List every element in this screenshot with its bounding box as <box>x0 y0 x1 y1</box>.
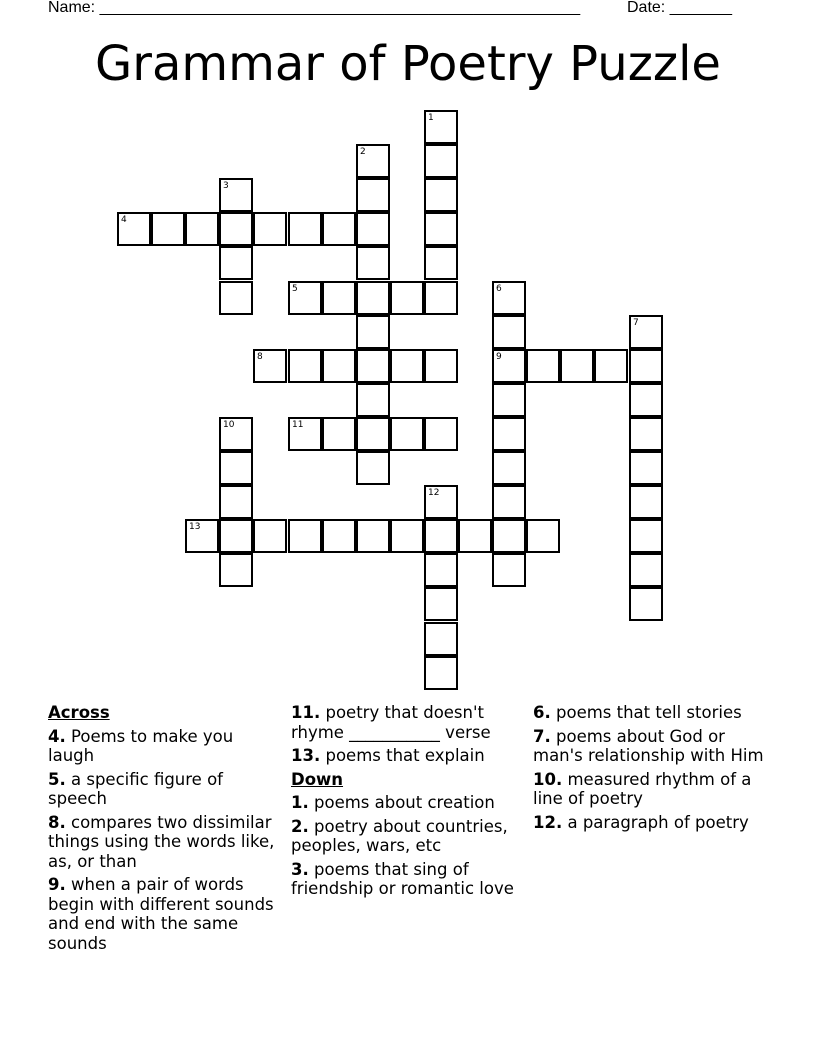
clue-item-text: a paragraph of poetry <box>562 812 749 832</box>
clue-number: 2 <box>360 147 366 157</box>
clue-number: 9 <box>496 352 502 362</box>
grid-cell[interactable] <box>629 553 663 587</box>
clue-column-1 <box>48 703 284 957</box>
grid-cell[interactable] <box>594 349 628 383</box>
grid-cell[interactable] <box>219 553 253 587</box>
grid-cell[interactable] <box>629 315 663 349</box>
grid-cell[interactable] <box>356 451 390 485</box>
clue-item-text: poems that tell stories <box>550 703 742 722</box>
clue-item-number: 9. <box>48 875 66 894</box>
clue-item-number: 1. <box>291 793 309 812</box>
clue-item-number: 3. <box>291 859 309 879</box>
grid-cell[interactable] <box>219 178 253 212</box>
grid-cell[interactable] <box>356 281 390 315</box>
clue-item <box>533 727 769 766</box>
grid-cell[interactable] <box>424 246 458 280</box>
grid-cell[interactable] <box>356 178 390 212</box>
clue-item-text: poetry about countries, peoples, wars, etc <box>291 816 508 855</box>
date-blank: _______ <box>669 0 732 16</box>
grid-cell[interactable] <box>356 315 390 349</box>
clue-item <box>533 703 769 723</box>
grid-cell[interactable] <box>424 622 458 656</box>
page-title: Grammar of Poetry Puzzle <box>95 36 721 92</box>
clue-item-number: 5. <box>48 769 66 789</box>
grid-cell[interactable] <box>629 519 663 553</box>
clue-item-text: poetry that doesn't rhyme ___________ verse <box>291 703 491 742</box>
grid-cell[interactable] <box>288 349 322 383</box>
grid-cell[interactable] <box>322 281 356 315</box>
date-label: Date: <box>627 0 670 16</box>
grid-cell[interactable] <box>219 417 253 451</box>
grid-cell[interactable] <box>356 144 390 178</box>
grid-cell[interactable] <box>219 485 253 519</box>
grid-cell[interactable] <box>629 349 663 383</box>
grid-cell[interactable] <box>322 349 356 383</box>
grid-cell[interactable] <box>288 519 322 553</box>
grid-cell[interactable] <box>356 246 390 280</box>
clue-number: 4 <box>121 215 127 225</box>
grid-cell[interactable] <box>492 485 526 519</box>
grid-cell[interactable] <box>492 519 526 553</box>
grid-cell[interactable] <box>424 417 458 451</box>
grid-cell[interactable] <box>492 383 526 417</box>
grid-cell[interactable] <box>424 519 458 553</box>
grid-cell[interactable] <box>458 519 492 553</box>
clue-heading: Down <box>291 769 344 789</box>
grid-cell[interactable] <box>219 212 253 246</box>
clue-number: 1 <box>428 113 434 123</box>
grid-cell[interactable] <box>424 281 458 315</box>
grid-cell[interactable] <box>424 587 458 621</box>
clue-item <box>291 860 527 899</box>
clue-item-text: measured rhythm of a line of poetry <box>533 769 752 808</box>
grid-cell[interactable] <box>288 212 322 246</box>
clue-item-number: 12. <box>533 812 563 832</box>
grid-cell[interactable] <box>219 451 253 485</box>
clue-number: 11 <box>292 420 304 430</box>
grid-cell[interactable] <box>253 212 287 246</box>
clue-item-text: when a pair of words begin with different sounds and end with the same sounds <box>48 875 274 953</box>
grid-cell[interactable] <box>219 246 253 280</box>
grid-cell[interactable] <box>219 519 253 553</box>
grid-cell[interactable] <box>629 383 663 417</box>
grid-cell[interactable] <box>526 349 560 383</box>
grid-cell[interactable] <box>424 485 458 519</box>
grid-cell[interactable] <box>492 315 526 349</box>
clue-number: 10 <box>223 420 235 430</box>
grid-cell[interactable] <box>356 383 390 417</box>
grid-cell[interactable] <box>185 212 219 246</box>
grid-cell[interactable] <box>253 519 287 553</box>
grid-cell[interactable] <box>151 212 185 246</box>
grid-cell[interactable] <box>185 519 219 553</box>
grid-cell[interactable] <box>356 519 390 553</box>
grid-cell[interactable] <box>424 656 458 690</box>
grid-cell[interactable] <box>253 349 287 383</box>
grid-cell[interactable] <box>492 349 526 383</box>
clue-number: 6 <box>496 284 502 294</box>
grid-cell[interactable] <box>492 451 526 485</box>
grid-cell[interactable] <box>390 417 424 451</box>
grid-cell[interactable] <box>629 485 663 519</box>
grid-cell[interactable] <box>560 349 594 383</box>
grid-cell[interactable] <box>356 349 390 383</box>
grid-cell[interactable] <box>288 417 322 451</box>
clue-column-3 <box>533 703 769 836</box>
grid-cell[interactable] <box>390 281 424 315</box>
grid-cell[interactable] <box>492 417 526 451</box>
clue-item <box>533 813 769 833</box>
clue-item <box>291 703 527 742</box>
clue-number: 12 <box>428 488 440 498</box>
clue-column-2 <box>291 703 527 903</box>
grid-cell[interactable] <box>424 178 458 212</box>
clue-item-text: poems that explain <box>320 746 485 765</box>
clue-item-number: 13. <box>291 746 321 765</box>
grid-cell[interactable] <box>629 451 663 485</box>
clue-item-number: 8. <box>48 812 66 832</box>
grid-cell[interactable] <box>288 281 322 315</box>
clue-item-number: 4. <box>48 726 66 746</box>
grid-cell[interactable] <box>390 519 424 553</box>
clue-item-text: a specific figure of speech <box>48 769 223 808</box>
clue-item <box>291 817 527 856</box>
clue-item-text: compares two dissimilar things using the words like, as, or than <box>48 812 275 871</box>
clue-item <box>48 727 284 766</box>
name-field <box>48 0 580 17</box>
grid-cell[interactable] <box>424 212 458 246</box>
clue-item-number: 7. <box>533 726 551 746</box>
grid-cell[interactable] <box>424 349 458 383</box>
clue-item-number: 6. <box>533 703 551 722</box>
clue-number: 8 <box>257 352 263 362</box>
clue-item <box>291 793 527 813</box>
grid-cell[interactable] <box>356 212 390 246</box>
clue-item-number: 10. <box>533 769 563 789</box>
clue-number: 3 <box>223 181 229 191</box>
clue-item-number: 11. <box>291 703 321 722</box>
clue-item <box>291 746 527 766</box>
name-label: Name: <box>48 0 100 16</box>
grid-cell[interactable] <box>117 212 151 246</box>
grid-cell[interactable] <box>322 212 356 246</box>
grid-cell[interactable] <box>424 553 458 587</box>
clue-number: 7 <box>633 318 639 328</box>
grid-cell[interactable] <box>322 519 356 553</box>
clue-item-text: poems that sing of friendship or romantic love <box>291 859 514 898</box>
grid-cell[interactable] <box>424 144 458 178</box>
clue-heading: Across <box>48 703 110 722</box>
clue-number: 13 <box>189 522 201 532</box>
grid-cell[interactable] <box>424 110 458 144</box>
clue-item <box>533 770 769 809</box>
clue-item <box>48 813 284 872</box>
name-blank: ______________________________________________________ <box>99 0 581 16</box>
grid-cell[interactable] <box>322 417 356 451</box>
clue-item <box>48 875 284 953</box>
clue-item-text: poems about creation <box>308 793 495 812</box>
clue-item-text: poems about God or man's relationship with Him <box>533 726 764 765</box>
grid-cell[interactable] <box>492 281 526 315</box>
grid-cell[interactable] <box>390 349 424 383</box>
grid-cell[interactable] <box>356 417 390 451</box>
clue-item-text: Poems to make you laugh <box>48 726 234 765</box>
grid-cell[interactable] <box>526 519 560 553</box>
grid-cell[interactable] <box>629 587 663 621</box>
date-field <box>627 0 732 17</box>
clue-item <box>48 770 284 809</box>
grid-cell[interactable] <box>492 553 526 587</box>
grid-cell[interactable] <box>219 281 253 315</box>
clue-number: 5 <box>292 284 298 294</box>
grid-cell[interactable] <box>629 417 663 451</box>
clue-item-number: 2. <box>291 816 309 836</box>
